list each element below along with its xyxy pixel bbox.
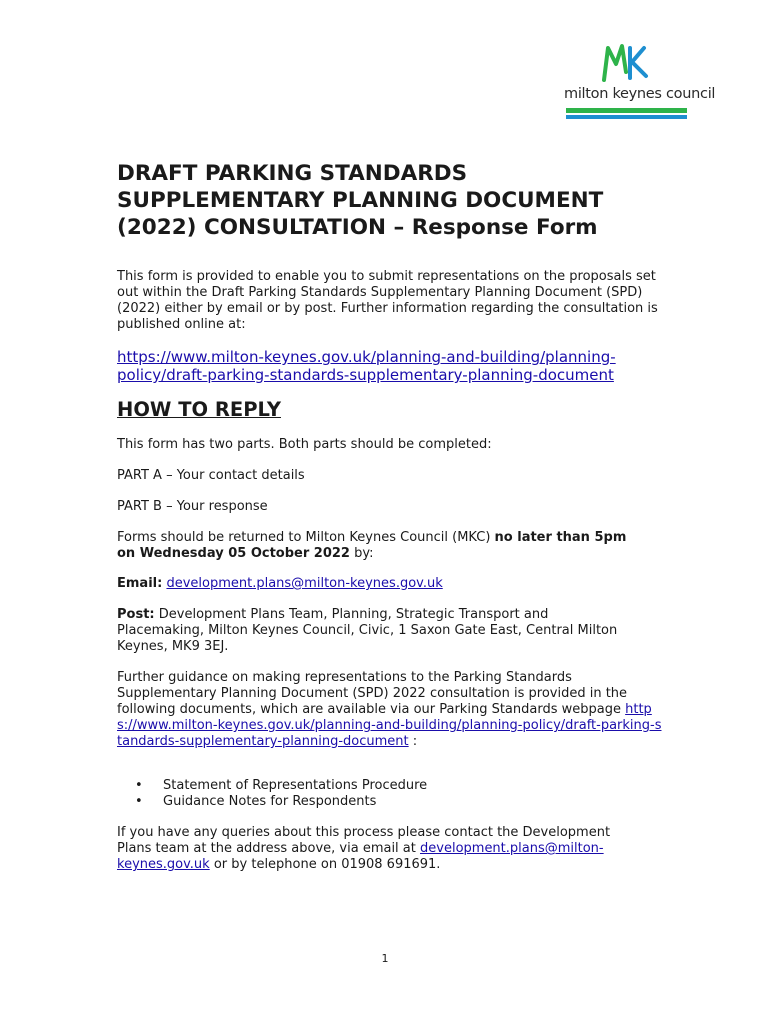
- post-label: Post:: [117, 607, 155, 622]
- email-link[interactable]: development.plans@milton-keynes.gov.uk: [166, 576, 443, 591]
- queries-paragraph: [117, 825, 617, 873]
- part-a: PART A – Your contact details: [117, 468, 305, 483]
- document-title: DRAFT PARKING STANDARDS SUPPLEMENTARY PLANNING DOCUMENT (2022) CONSULTATION – Response Form: [117, 161, 604, 240]
- page-number: 1: [381, 952, 389, 965]
- document-item-label: Guidance Notes for Respondents: [163, 794, 377, 809]
- email-label: Email:: [117, 576, 163, 591]
- guidance-link[interactable]: https://www.milton-keynes.gov.uk/planning-and-building/planning-policy/draft-parking-standards-supplementary-planning-document: [117, 702, 662, 749]
- consultation-link-paragraph: [117, 348, 657, 384]
- deadline-suffix: by:: [354, 546, 374, 561]
- documents-list: [135, 778, 427, 810]
- deadline-text: no later than 5pm on Wednesday 05 October 2022: [117, 530, 627, 561]
- logo-wordmark: milton keynes council: [564, 86, 716, 102]
- return-instructions: [117, 530, 647, 562]
- bullet-icon: •: [135, 778, 143, 793]
- email-line: [117, 576, 662, 592]
- post-address: Development Plans Team, Planning, Strategic Transport and Placemaking, Milton Keynes Council, Civic, 1 Saxon Gate East, Central Milton Keynes, MK9 3EJ.: [117, 607, 618, 654]
- return-text: Forms should be returned to Milton Keynes Council (MKC): [117, 530, 491, 545]
- list-item: [135, 794, 427, 810]
- guidance-suffix: :: [412, 734, 418, 749]
- part-b: PART B – Your response: [117, 499, 268, 514]
- how-to-reply-heading: HOW TO REPLY: [117, 398, 281, 421]
- consultation-link[interactable]: https://www.milton-keynes.gov.uk/planning-and-building/planning-policy/draft-parking-standards-supplementary-planning-document: [117, 348, 616, 384]
- mk-council-logo: [564, 42, 716, 122]
- post-line: [117, 607, 637, 655]
- parts-intro: This form has two parts. Both parts should be completed:: [117, 437, 492, 452]
- mk-logo-mark: [564, 42, 688, 86]
- guidance-paragraph: [117, 670, 662, 750]
- logo-blue-bar: [566, 115, 687, 119]
- logo-green-bar: [566, 108, 687, 113]
- bullet-icon: •: [135, 794, 143, 809]
- intro-paragraph: This form is provided to enable you to submit representations on the proposals set out within the Draft Parking Standards Supplementary Planning Document (SPD) (2022) either by email or by post. Further information regarding the consultation is published online at:: [117, 269, 658, 332]
- document-item-label: Statement of Representations Procedure: [163, 778, 428, 793]
- list-item: [135, 778, 427, 794]
- queries-text: If you have any queries about this process please contact the Development Plans team at the address above, via email at: [117, 825, 611, 856]
- guidance-text: Further guidance on making representations to the Parking Standards Supplementary Planning Document (SPD) 2022 consultation is provided in the following documents, which are available via our Parking Standards webpage: [117, 670, 628, 717]
- queries-suffix: or by telephone on 01908 691691.: [213, 857, 441, 872]
- queries-email-link[interactable]: development.plans@milton-keynes.gov.uk: [117, 841, 604, 872]
